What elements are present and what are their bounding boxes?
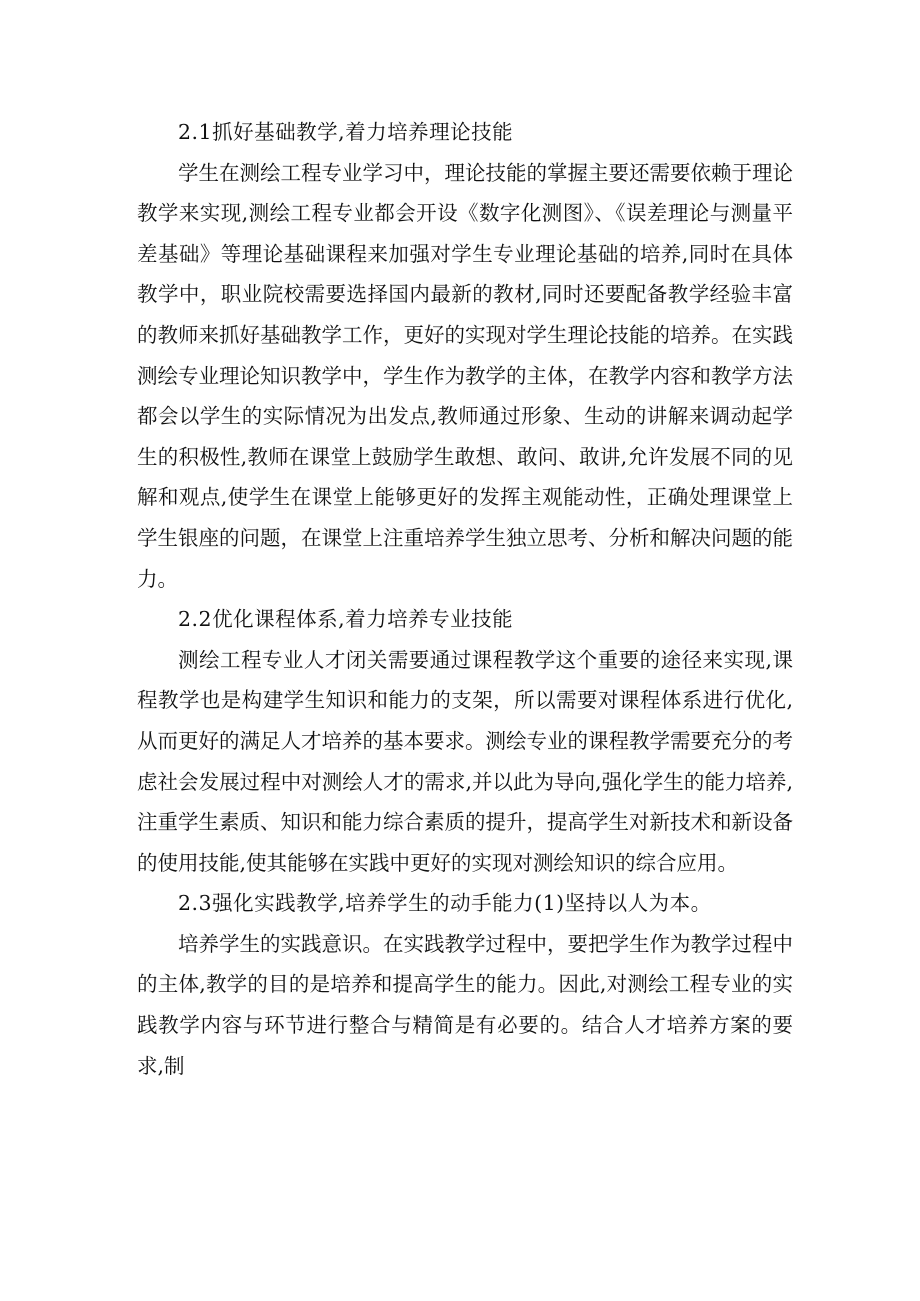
section-heading-2-2: 2.2优化课程体系,着力培养专业技能 [178, 607, 514, 632]
section-paragraph-2-1: 学生在测绘工程专业学习中，理论技能的掌握主要还需要依赖于理论教学来实现,测绘工程专业都会开设《数字化测图》、《误差理论与测量平差基础》等理论基础课程来加强对学生专业理论基础的培养,同时在具体教学中，职业院校需要选择国内最新的教材,同时还要配备教学经验丰富的教师来抓好基础教学工作，更好的实现对学生理论技能的培养。在实践测绘专业理论知识教学中，学生作为教学的主体，在教学内容和教学方法都会以学生的实际情况为出发点,教师通过形象、生动的讲解来调动起学生的积极性,教师在课堂上鼓励学生敢想、敢问、敢讲,允许发展不同的见解和观点,使学生在课堂上能够更好的发挥主观能动性，正确处理课堂上学生银座的问题，在课堂上注重培养学生独立思考、分析和解决问题的能力。 [137, 160, 793, 591]
section-heading-2-1: 2.1抓好基础教学,着力培养理论技能 [178, 120, 514, 144]
section-heading-2-3: 2.3强化实践教学,培养学生的动手能力(1)坚持以人为本。 [178, 891, 712, 916]
section-paragraph-2-2: 测绘工程专业人才闭关需要通过课程教学这个重要的途径来实现,课程教学也是构建学生知识和能力的支架，所以需要对课程体系进行优化,从而更好的满足人才培养的基本要求。测绘专业的课程教学需要充分的考虑社会发展过程中对测绘人才的需求,并以此为导向,强化学生的能力培养,注重学生素质、知识和能力综合素质的提升，提高学生对新技术和新设备的使用技能,使其能够在实践中更好的实现对测绘知识的综合应用。 [137, 647, 793, 875]
section-paragraph-2-3: 培养学生的实践意识。在实践教学过程中，要把学生作为教学过程中的主体,教学的目的是培养和提高学生的能力。因此,对测绘工程专业的实践教学内容与环节进行整合与精简是有必要的。结合人才培养方案的要求,制 [137, 931, 793, 1078]
document-body [137, 112, 793, 1086]
